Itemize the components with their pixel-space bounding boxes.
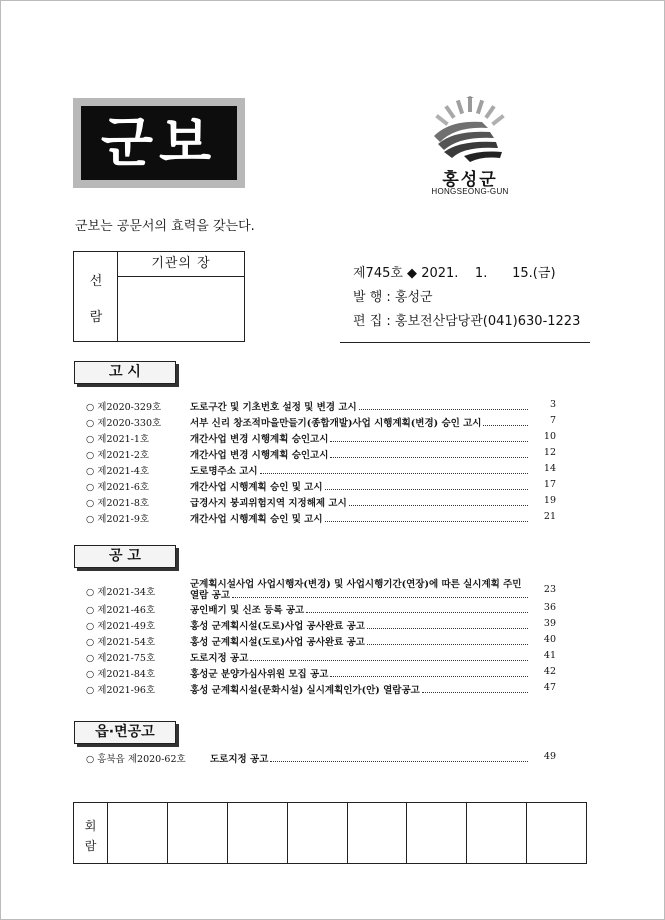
tagline: 군보는 공문서의 효력을 갖는다. xyxy=(75,219,255,234)
toc-number: ○ 제2021-2호 xyxy=(86,450,150,461)
toc-page: 41 xyxy=(543,650,556,661)
toc-title-line1: 군계획시설사업 사업시행자(변경) 및 사업시행기간(연장)에 따른 실시계획 주민 xyxy=(190,579,522,590)
toc-page: 19 xyxy=(543,495,556,506)
leader-dots xyxy=(250,650,528,661)
toc-page: 36 xyxy=(543,602,556,613)
toc-number: ○ 제2021-8호 xyxy=(86,498,150,509)
toc-page: 7 xyxy=(549,415,556,426)
leader-dots xyxy=(325,479,528,490)
issue-publisher: 발 행 : 홍성군 xyxy=(353,290,433,305)
toc-title: 도로명주소 고시 xyxy=(190,466,258,477)
toc-row[interactable] xyxy=(86,634,556,648)
leader-dots xyxy=(422,682,528,693)
toc-title: 도로지정 공고 xyxy=(190,653,249,664)
toc-row[interactable] xyxy=(86,576,556,602)
toc-page: 39 xyxy=(543,618,556,629)
toc-number: ○ 제2021-1호 xyxy=(86,434,150,445)
issue-divider xyxy=(340,342,590,343)
toc-number: ○ 제2021-4호 xyxy=(86,466,150,477)
toc-title: 도로구간 및 기초번호 설정 및 변경 고시 xyxy=(190,402,357,413)
leader-dots xyxy=(367,618,528,629)
toc-number: ○ 제2021-49호 xyxy=(86,621,156,632)
routing-label-column xyxy=(74,252,118,341)
routing-head: 기관의 장 xyxy=(118,252,244,277)
circulation-cell[interactable] xyxy=(406,803,466,863)
circulation-cell[interactable] xyxy=(526,803,586,863)
toc-row[interactable] xyxy=(86,463,556,477)
toc-page: 42 xyxy=(543,666,556,677)
toc-number: ○ 제2021-34호 xyxy=(86,587,156,598)
leader-dots xyxy=(306,602,528,613)
toc-page: 12 xyxy=(543,447,556,458)
leader-dots xyxy=(483,415,528,426)
toc-title: 개간사업 시행계획 승인 및 고시 xyxy=(190,482,323,493)
toc-number: ○ 홍북읍 제2020-62호 xyxy=(86,754,186,765)
routing-label-2: 람 xyxy=(89,310,103,325)
toc-number: ○ 제2021-96호 xyxy=(86,685,156,696)
circulation-cell[interactable] xyxy=(167,803,227,863)
toc-number: ○ 제2020-330호 xyxy=(86,418,162,429)
toc-title: 홍성 군계획시설(도로)사업 공사완료 공고 xyxy=(190,637,365,648)
circulation-cell[interactable] xyxy=(107,803,167,863)
toc-page: 40 xyxy=(543,634,556,645)
section-heading-notice: 고 시 xyxy=(74,361,176,384)
toc-row[interactable] xyxy=(86,415,556,429)
toc-title: 홍성군 분양가심사위원 모집 공고 xyxy=(190,669,329,680)
logo-subtitle: HONGSEONG-GUN xyxy=(431,187,509,196)
toc-page: 49 xyxy=(543,751,556,762)
toc-title: 도로지정 공고 xyxy=(210,754,269,765)
toc-title: 홍성 군계획시설(문화시설) 실시계획인가(안) 열람공고 xyxy=(190,685,420,696)
toc-title: 개간사업 변경 시행계획 승인고시 xyxy=(190,434,329,445)
circulation-cell[interactable] xyxy=(466,803,526,863)
leader-dots xyxy=(359,399,528,410)
toc-title: 공인배기 및 신조 등록 공고 xyxy=(190,605,305,616)
toc-row[interactable] xyxy=(86,682,556,696)
leader-dots xyxy=(270,751,528,762)
toc-number: ○ 제2020-329호 xyxy=(86,402,162,413)
toc-title: 급경사지 붕괴위험지역 지정해제 고시 xyxy=(190,498,347,509)
toc-title: 개간사업 시행계획 승인 및 고시 xyxy=(190,514,323,525)
leader-dots xyxy=(330,666,528,677)
toc-page: 23 xyxy=(543,584,556,595)
toc-page: 3 xyxy=(549,399,556,410)
leader-dots xyxy=(325,511,528,522)
issue-editor: 편 집 : 홍보전산담당관(041)630-1223 xyxy=(353,314,581,329)
toc-title: 열람 공고 xyxy=(190,590,231,601)
toc-title: 개간사업 변경 시행계획 승인고시 xyxy=(190,450,329,461)
section-heading-town-announcement: 읍·면공고 xyxy=(74,721,176,744)
leader-dots xyxy=(367,634,528,645)
toc-number: ○ 제2021-6호 xyxy=(86,482,150,493)
toc-number: ○ 제2021-84호 xyxy=(86,669,156,680)
leader-dots xyxy=(232,587,528,598)
toc-row[interactable] xyxy=(86,447,556,461)
toc-row[interactable] xyxy=(86,618,556,632)
circulation-cell[interactable] xyxy=(287,803,347,863)
leader-dots xyxy=(330,447,528,458)
toc-page: 17 xyxy=(543,479,556,490)
toc-title: 홍성 군계획시설(도로)사업 공사완료 공고 xyxy=(190,621,365,632)
leader-dots xyxy=(330,431,528,442)
toc-row[interactable] xyxy=(86,666,556,680)
publication-title: 군보 xyxy=(100,111,218,174)
title-badge xyxy=(73,98,245,188)
issue-number-date: 제745호 ◆ 2021. 1. 15.(금) xyxy=(353,266,556,281)
toc-row[interactable] xyxy=(86,511,556,525)
toc-page: 21 xyxy=(543,511,556,522)
toc-row[interactable] xyxy=(86,431,556,445)
logo-name: 홍성군 xyxy=(442,170,498,190)
toc-row[interactable] xyxy=(86,602,556,616)
toc-row[interactable] xyxy=(86,479,556,493)
circulation-cell[interactable] xyxy=(227,803,287,863)
circulation-label-1: 회 xyxy=(84,819,97,833)
toc-title: 서부 신리 창조적마을만들기(종합개발)사업 시행계획(변경) 승인 고시 xyxy=(190,418,482,429)
toc-row[interactable] xyxy=(86,650,556,664)
toc-number: ○ 제2021-9호 xyxy=(86,514,150,525)
toc-number: ○ 제2021-54호 xyxy=(86,637,156,648)
toc-row[interactable] xyxy=(86,399,556,413)
circulation-label-2: 람 xyxy=(84,839,97,853)
circulation-cell[interactable] xyxy=(347,803,407,863)
toc-row[interactable] xyxy=(86,495,556,509)
toc-page: 14 xyxy=(543,463,556,474)
toc-number: ○ 제2021-75호 xyxy=(86,653,156,664)
title-badge-inner xyxy=(81,106,237,180)
section-heading-announcement: 공 고 xyxy=(74,545,176,568)
toc-page: 47 xyxy=(543,682,556,693)
toc-page: 10 xyxy=(543,431,556,442)
circulation-label-cell xyxy=(74,803,107,863)
toc-number: ○ 제2021-46호 xyxy=(86,605,156,616)
toc-row[interactable] xyxy=(86,751,556,765)
routing-box xyxy=(73,251,245,342)
leader-dots xyxy=(260,463,528,474)
leader-dots xyxy=(349,495,528,506)
circulation-table xyxy=(73,802,587,864)
routing-label-1: 선 xyxy=(89,274,103,289)
